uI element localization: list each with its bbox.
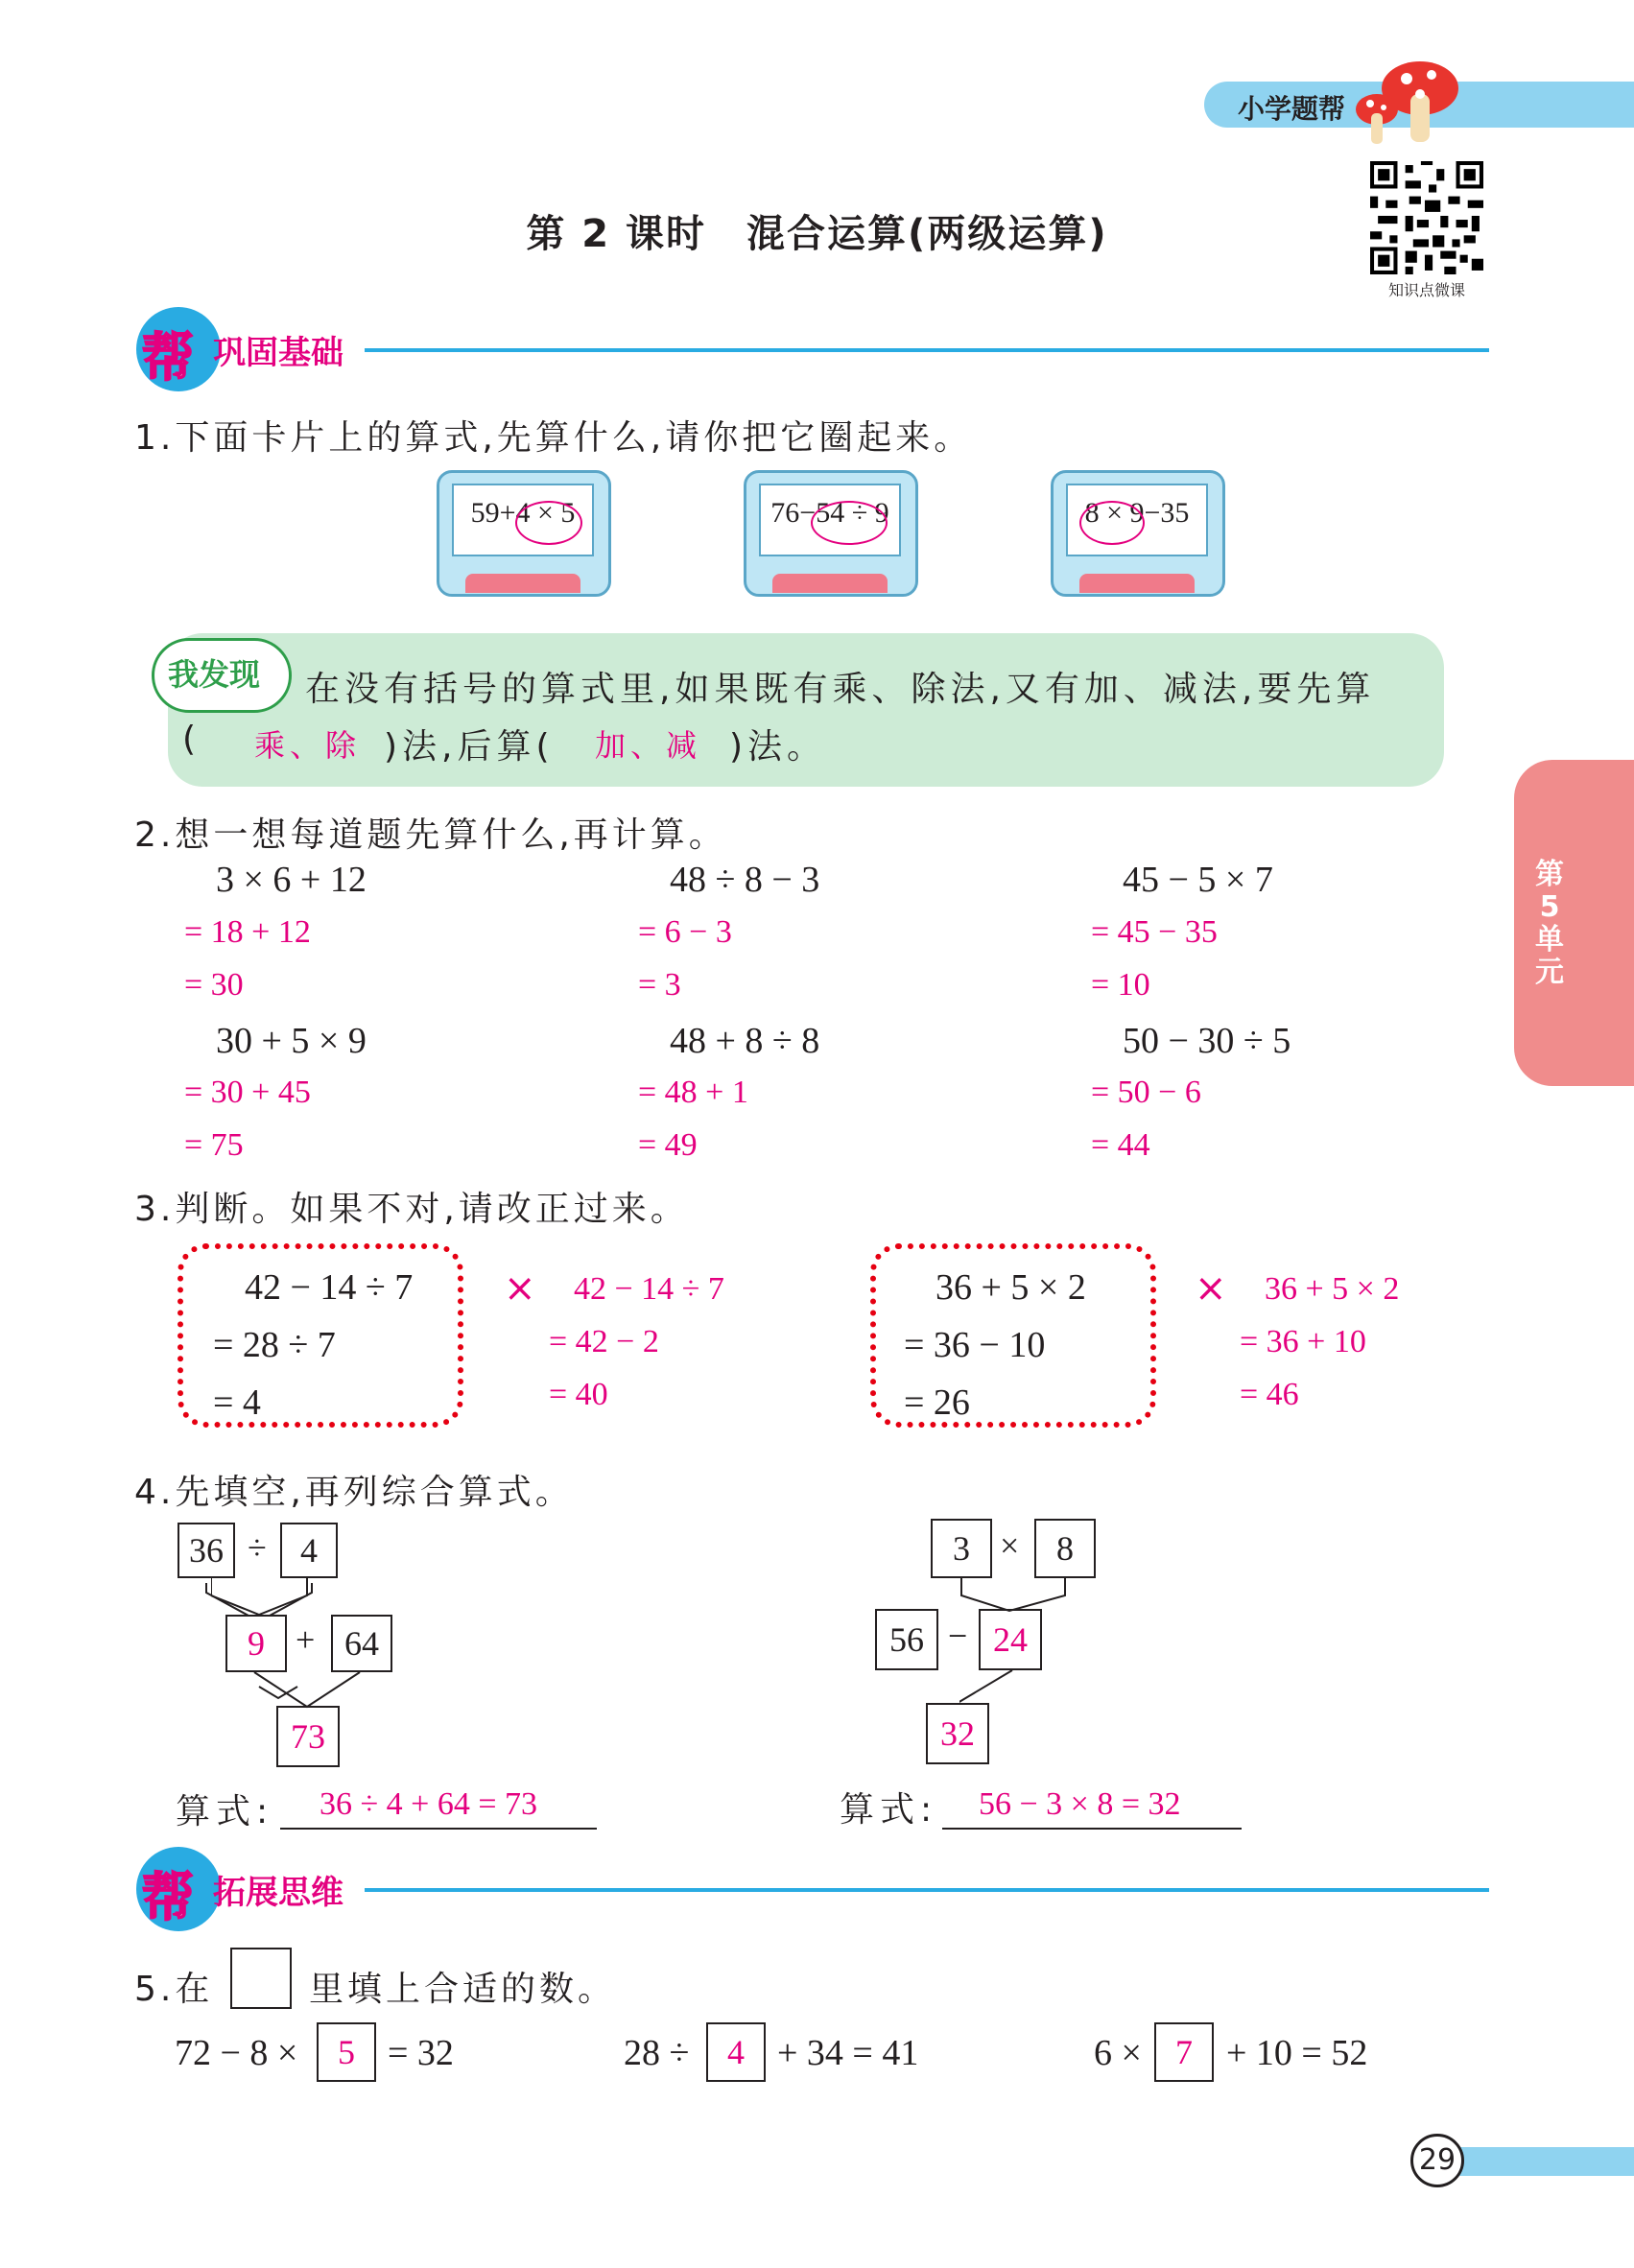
- page-number: 29: [1410, 2134, 1464, 2187]
- wrong-mark-1: ×: [504, 1266, 536, 1311]
- qr-code-icon: [1370, 161, 1483, 274]
- fix-1-line-3: = 40: [549, 1377, 608, 1412]
- q2-expr-5: 48 + 8 ÷ 8: [670, 1021, 820, 1061]
- q5-answer-3[interactable]: 7: [1154, 2022, 1214, 2082]
- answer-box-9[interactable]: 9: [225, 1615, 287, 1672]
- q2-expr-3: 45 − 5 × 7: [1123, 860, 1273, 900]
- q5-answer-2[interactable]: 4: [706, 2022, 766, 2082]
- page-title: 第 2 课时 混合运算(两级运算): [526, 212, 1108, 256]
- q2-step1-2: = 6 − 3: [638, 914, 732, 950]
- circled-operation: [515, 501, 582, 545]
- q5-answer-1[interactable]: 5: [317, 2022, 376, 2082]
- circled-operation: [1079, 501, 1145, 545]
- brand-name: 小学题帮: [1238, 93, 1346, 125]
- q2-expr-6: 50 − 30 ÷ 5: [1123, 1021, 1291, 1061]
- section-badge: 帮: [136, 307, 221, 391]
- q2-step2-5: = 49: [638, 1127, 698, 1163]
- question-2-prompt: 2.想一想每道题先算什么,再计算。: [134, 815, 727, 855]
- formula-line-left: [280, 1828, 597, 1830]
- card-expression: 76−54 ÷ 9: [770, 497, 889, 529]
- fix-2-line-2: = 36 + 10: [1240, 1324, 1366, 1359]
- formula-answer-left[interactable]: 36 ÷ 4 + 64 = 73: [320, 1786, 538, 1822]
- fix-1-line-2: = 42 − 2: [549, 1324, 659, 1359]
- q2-step1-3: = 45 − 35: [1091, 914, 1218, 950]
- q2-step2-2: = 3: [638, 967, 681, 1003]
- empty-box-example: [230, 1948, 292, 2009]
- q2-step1-5: = 48 + 1: [638, 1075, 748, 1110]
- q5-2-right: + 34 = 41: [777, 2033, 919, 2073]
- answer-box-32[interactable]: 32: [926, 1703, 989, 1764]
- mushroom-icon: [1343, 56, 1468, 152]
- box-36: 36: [178, 1523, 235, 1578]
- q2-step2-1: = 30: [184, 967, 244, 1003]
- q2-step2-6: = 44: [1091, 1127, 1150, 1163]
- section-divider: [365, 1888, 1489, 1892]
- expression-card-1: [437, 470, 609, 604]
- discovery-paren-open: (: [182, 720, 201, 759]
- q5-1-right: = 32: [388, 2033, 454, 2073]
- q5-3-right: + 10 = 52: [1226, 2033, 1368, 2073]
- section-divider: [365, 348, 1489, 352]
- q2-step1-4: = 30 + 45: [184, 1075, 311, 1110]
- box-4: 4: [280, 1523, 338, 1578]
- answer-box-24[interactable]: 24: [979, 1609, 1042, 1670]
- question-1-prompt: 1.下面卡片上的算式,先算什么,请你把它圈起来。: [134, 418, 973, 458]
- q5-3-left: 6 ×: [1094, 2033, 1142, 2073]
- unit-tab-label: 第5单元: [1535, 858, 1564, 989]
- question-5-prompt-start: 5.在: [134, 1970, 214, 2009]
- q2-step1-6: = 50 − 6: [1091, 1075, 1201, 1110]
- discovery-answer-2: 加、减: [595, 727, 702, 764]
- wrong-mark-2: ×: [1195, 1266, 1227, 1311]
- box-3: 3: [931, 1519, 992, 1578]
- operator-plus: +: [296, 1620, 316, 1659]
- fix-2-line-3: = 46: [1240, 1377, 1299, 1412]
- discovery-middle: )法,后算(: [384, 727, 555, 767]
- qr-caption: 知识点微课: [1387, 281, 1465, 299]
- judge-2-line-1: 36 + 5 × 2: [935, 1267, 1086, 1308]
- formula-line-right: [942, 1828, 1242, 1830]
- formula-label-right: 算式:: [840, 1790, 938, 1830]
- card-expression: 8 × 9−35: [1084, 497, 1190, 529]
- fix-1-line-1: 42 − 14 ÷ 7: [574, 1271, 724, 1307]
- q2-expr-4: 30 + 5 × 9: [216, 1021, 367, 1061]
- judge-2-line-3: = 26: [904, 1382, 970, 1423]
- q5-1-left: 72 − 8 ×: [175, 2033, 298, 2073]
- operator-minus: −: [948, 1617, 968, 1655]
- q5-2-left: 28 ÷: [624, 2033, 690, 2073]
- discovery-answer-1: 乘、除: [254, 727, 362, 764]
- operator-divide: ÷: [248, 1528, 267, 1567]
- judge-1-line-1: 42 − 14 ÷ 7: [245, 1267, 414, 1308]
- q2-expr-1: 3 × 6 + 12: [216, 860, 367, 900]
- expression-card-3: [1051, 470, 1223, 604]
- section-badge: 帮: [136, 1847, 221, 1931]
- q2-step2-4: = 75: [184, 1127, 244, 1163]
- box-8: 8: [1034, 1519, 1096, 1578]
- discovery-text: 在没有括号的算式里,如果既有乘、除法,又有加、减法,要先算: [305, 670, 1376, 709]
- judge-1-line-3: = 4: [213, 1382, 261, 1423]
- circled-operation: [811, 501, 888, 545]
- formula-label-left: 算式:: [176, 1792, 274, 1831]
- tree-connector-left: [211, 1576, 403, 1711]
- formula-answer-right[interactable]: 56 − 3 × 8 = 32: [979, 1786, 1181, 1822]
- expression-card-2: [744, 470, 916, 604]
- question-3-prompt: 3.判断。如果不对,请改正过来。: [134, 1190, 689, 1229]
- tree-connector-right: [959, 1576, 1151, 1711]
- box-56: 56: [875, 1609, 938, 1670]
- q2-expr-2: 48 ÷ 8 − 3: [670, 860, 820, 900]
- card-expression: 59+4 × 5: [470, 497, 576, 529]
- discovery-badge: 我发现: [152, 638, 292, 713]
- question-4-prompt: 4.先填空,再列综合算式。: [134, 1473, 574, 1512]
- operator-multiply: ×: [1000, 1526, 1020, 1565]
- q2-step1-1: = 18 + 12: [184, 914, 311, 950]
- q2-step2-3: = 10: [1091, 967, 1150, 1003]
- question-5-prompt-end: 里填上合适的数。: [309, 1970, 617, 2009]
- answer-box-73[interactable]: 73: [276, 1706, 340, 1767]
- section-title-extend: 拓展思维: [213, 1874, 343, 1912]
- judge-1-line-2: = 28 ÷ 7: [213, 1325, 336, 1365]
- box-64: 64: [331, 1615, 392, 1672]
- section-title-basic: 巩固基础: [213, 334, 343, 372]
- judge-2-line-2: = 36 − 10: [904, 1325, 1046, 1365]
- fix-2-line-1: 36 + 5 × 2: [1265, 1271, 1400, 1307]
- discovery-end: )法。: [729, 727, 827, 767]
